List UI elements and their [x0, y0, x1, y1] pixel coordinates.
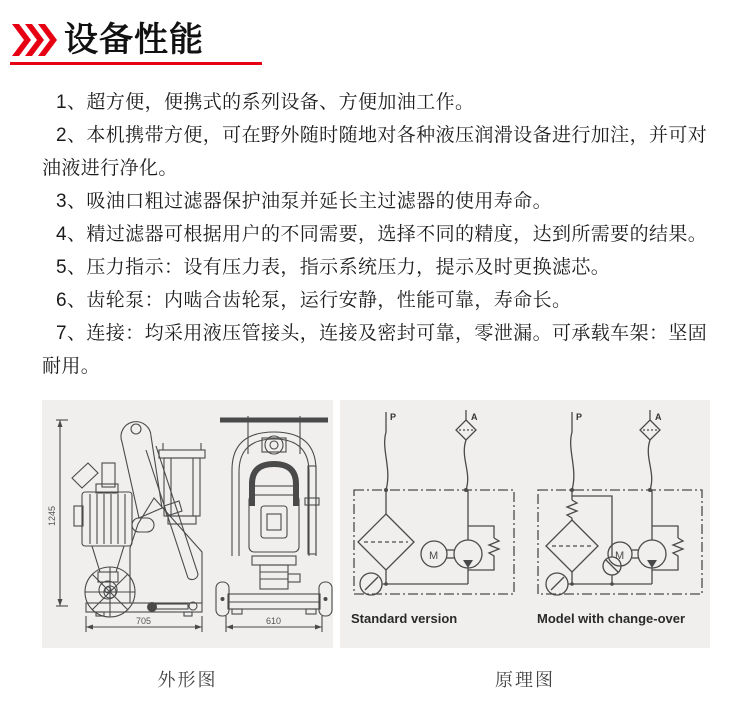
feature-item-6: 6、齿轮泵：内啮合齿轮泵，运行安静，性能可靠，寿命长。	[56, 290, 572, 311]
changeover-schematic-block	[532, 408, 710, 648]
changeover-schematic	[532, 408, 708, 608]
feature-item-4: 4、精过滤器可根据用户的不同需要，选择不同的精度，达到所需要的结果。	[56, 224, 708, 245]
schematic-panel	[340, 400, 710, 648]
standard-version-label: Standard version	[351, 611, 458, 626]
feature-item-2: 2、本机携带方便，可在野外随时随地对各种液压润滑设备进行加注，并可对 油液进行净化。	[42, 125, 708, 179]
port-p-label: P	[390, 412, 397, 422]
outline-drawing-panel	[42, 400, 333, 648]
feature-item-3: 3、吸油口粗过滤器保护油泵并延长主过滤器的使用寿命。	[56, 191, 552, 212]
schematic-figure-caption: 原理图	[495, 670, 555, 690]
changeover-version-label: Model with change-over	[537, 611, 686, 626]
page-title: 设备性能	[64, 21, 204, 59]
motor-symbol-letter: M	[429, 550, 439, 562]
feature-list	[42, 86, 714, 383]
standard-schematic	[346, 408, 526, 608]
feature-item-1: 1、超方便，便携式的系列设备、方便加油工作。	[56, 92, 475, 113]
title-underline	[10, 62, 262, 65]
port-p-label: P	[576, 412, 583, 422]
feature-item-5: 5、压力指示：设有压力表，指示系统压力，提示及时更换滤芯。	[56, 257, 611, 278]
motor-symbol-letter: M	[615, 550, 625, 562]
port-a-label: A	[471, 412, 478, 422]
outline-figure-caption: 外形图	[157, 670, 218, 690]
feature-item-7: 7、连接：均采用液压管接头，连接及密封可靠，零泄漏。可承载车架：坚固 耐用。	[42, 323, 708, 377]
outline-drawings	[42, 400, 333, 648]
port-a-label: A	[655, 412, 662, 422]
standard-schematic-block	[346, 408, 532, 648]
side-view-drawing	[47, 420, 205, 632]
side-height-dimension: 1245	[47, 505, 57, 526]
front-view-drawing	[216, 416, 332, 632]
triple-chevron-icon	[12, 24, 58, 56]
front-width-dimension: 610	[266, 616, 282, 626]
side-width-dimension: 705	[136, 616, 152, 626]
